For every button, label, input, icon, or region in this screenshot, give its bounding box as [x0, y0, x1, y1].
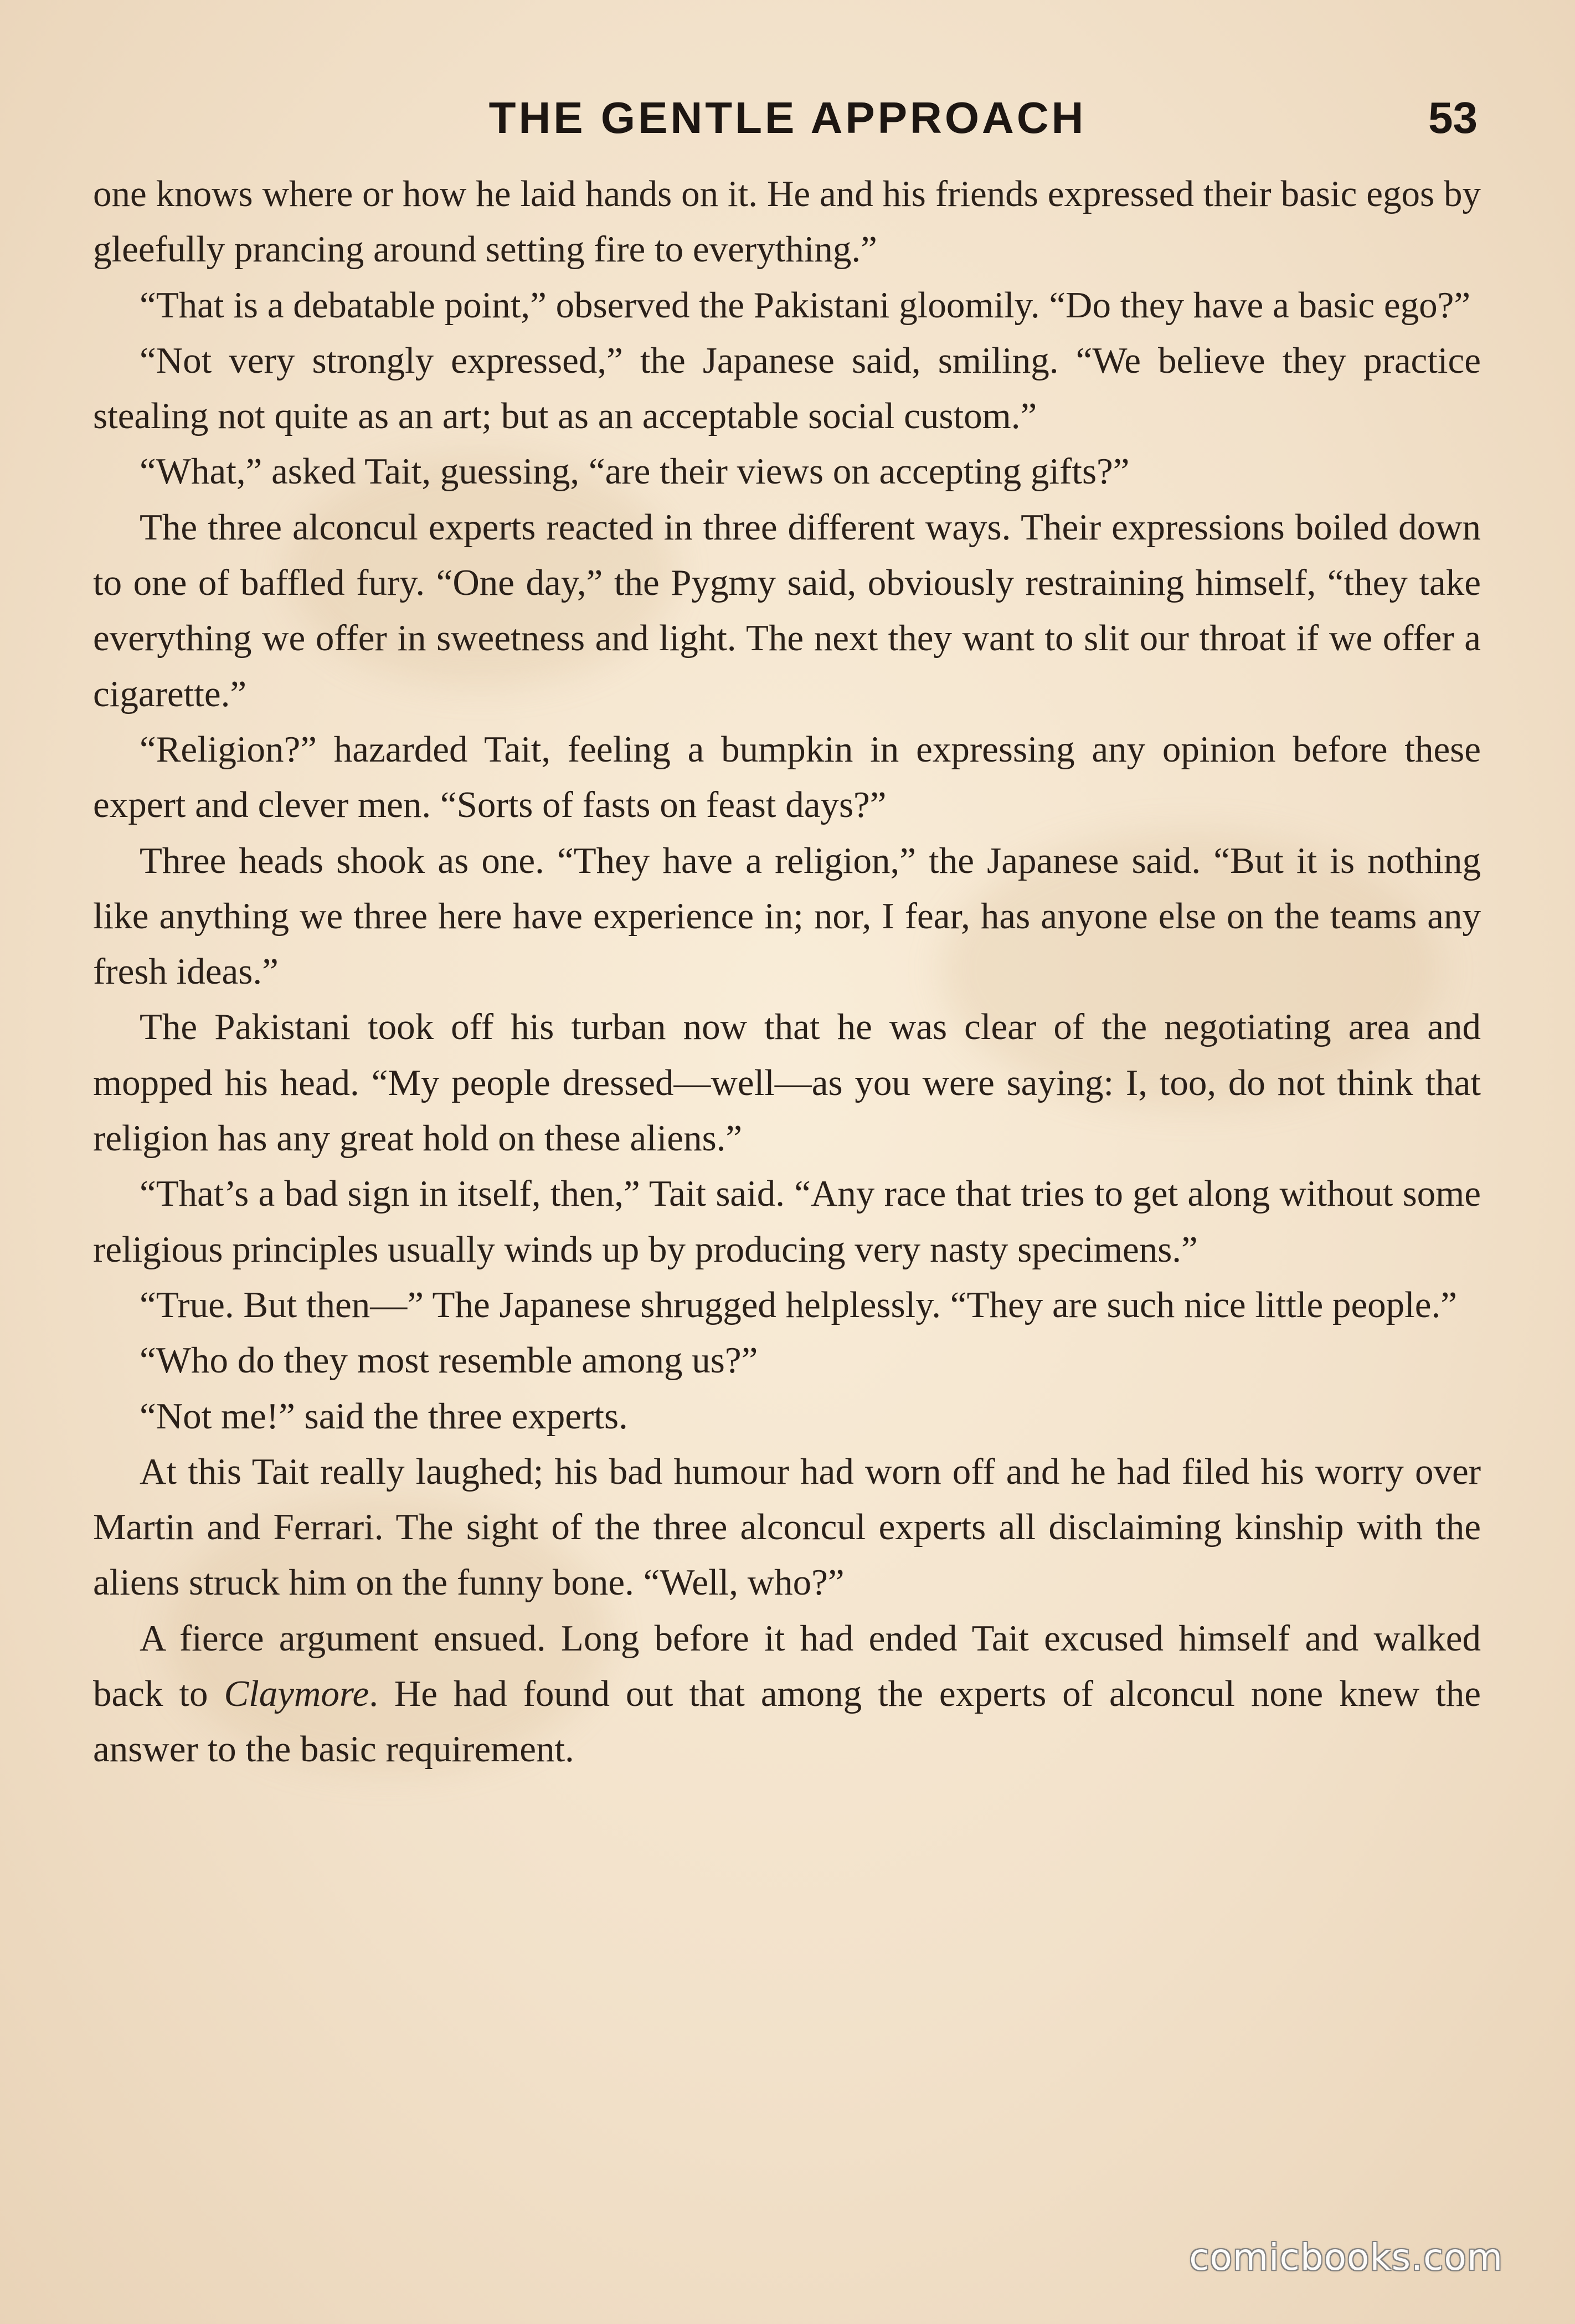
paragraph: “What,” asked Tait, guessing, “are their views on accepting gifts?” — [140, 451, 1130, 492]
paragraph: “Not me!” said the three experts. — [140, 1395, 628, 1437]
body-text — [93, 166, 1481, 1777]
paragraph: one knows where or how he laid hands on it. He and his friends expressed their basic egos by gleefully prancing around setting fire to everything.” — [93, 173, 1481, 270]
watermark: comicbooks.com — [1189, 2236, 1503, 2279]
paragraph: At this Tait really laughed; his bad humour had worn off and he had filed his worry over Martin and Ferrari. The sight of the three alconcul experts all disclaiming kinship with the aliens struck him on the funny bone. “Well, who?” — [93, 1451, 1481, 1603]
paragraph-last — [93, 1611, 1481, 1777]
page-header — [89, 88, 1486, 148]
paragraph: “Who do they most resemble among us?” — [140, 1340, 758, 1381]
paragraph-text: . He had found out that among the experts of alconcul none knew the answer to the basic requirement. — [93, 1673, 1481, 1770]
paragraph: Three heads shook as one. “They have a religion,” the Japanese said. “But it is nothing like anything we three here have experience in; nor, I fear, has anyone else on the teams any fresh ideas.” — [93, 840, 1481, 993]
page-number: 53 — [1428, 93, 1478, 142]
paragraph-text: A fierce argument ensued. Long before it had ended Tait excused himself and walked back to — [93, 1617, 1481, 1715]
paragraph: “Not very strongly expressed,” the Japanese said, smiling. “We believe they practice stealing not quite as an art; but as an acceptable social custom.” — [93, 340, 1481, 437]
paragraph: “Religion?” hazarded Tait, feeling a bumpkin in expressing any opinion before these expert and clever men. “Sorts of fasts on feast days?” — [93, 728, 1481, 826]
running-title: THE GENTLE APPROACH — [488, 93, 1087, 142]
paragraph: The Pakistani took off his turban now that he was clear of the negotiating area and mopped his head. “My people dressed—well—as you were saying: I, too, do not think that religion has any great hold on these aliens.” — [93, 1006, 1481, 1159]
paragraph: “True. But then—” The Japanese shrugged helplessly. “They are such nice little people.” — [140, 1284, 1458, 1325]
paragraph: “That is a debatable point,” observed the Pakistani gloomily. “Do they have a basic ego?” — [140, 284, 1471, 326]
ship-name: Claymore — [224, 1673, 369, 1715]
paragraph: “That’s a bad sign in itself, then,” Tait said. “Any race that tries to get along without some religious principles usually winds up by producing very nasty specimens.” — [93, 1173, 1481, 1270]
paragraph: The three alconcul experts reacted in three different ways. Their expressions boiled down to one of baffled fury. “One day,” the Pygmy said, obviously restraining himself, “they take everything we offer in sweetness and light. The next they want to slit our throat if we offer a cigarette.” — [93, 506, 1481, 714]
